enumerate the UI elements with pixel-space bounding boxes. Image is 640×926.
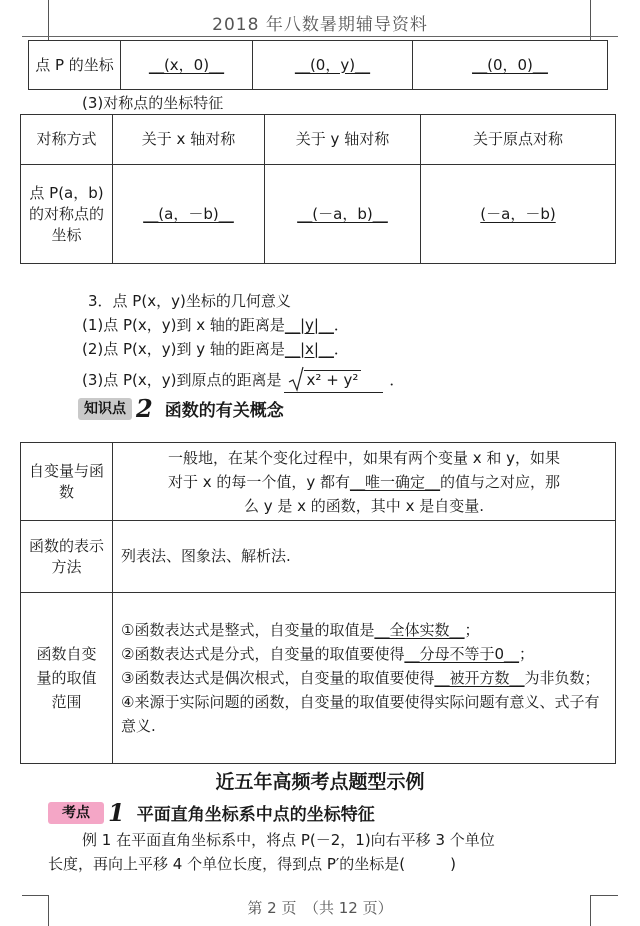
header-divider: [22, 36, 618, 37]
example-line: 长度，再向上平移 4 个单位长度，得到点 P′的坐标是( ): [48, 855, 457, 873]
geometry-item: (1)点 P(x，y)到 x 轴的距离是__|y|__．: [82, 316, 349, 334]
function-concepts-table: [20, 442, 616, 764]
exam-number: 1: [108, 798, 125, 827]
page-header: 2018 年八数暑期辅导资料: [212, 15, 428, 35]
crop-mark: [22, 895, 48, 896]
knowledge-point-heading: [78, 394, 284, 423]
exam-point-heading: [48, 798, 375, 827]
axis-coordinate-table: [28, 40, 608, 90]
representation-cell: 列表法、图象法、解析法.: [113, 521, 616, 593]
geometry-heading: 3．点 P(x，y)坐标的几何意义: [88, 292, 291, 310]
row-label: 函数的表示方法: [21, 521, 113, 593]
header-cell: 关于 x 轴对称: [113, 115, 265, 165]
header-cell: 关于原点对称: [421, 115, 616, 165]
answer-origin: __(0，0)__: [472, 55, 548, 74]
answer-x-axis: __(x，0)__: [148, 55, 225, 74]
header-cell: 关于 y 轴对称: [265, 115, 421, 165]
header-cell: 对称方式: [21, 115, 113, 165]
answer-y-axis: __(0，y)__: [294, 55, 371, 74]
geometry-item: (3)点 P(x，y)到原点的距离是 x² + y² ．: [82, 366, 404, 393]
row-label: 点 P(a，b)的对称点的坐标: [21, 165, 113, 264]
crop-mark: [590, 895, 618, 896]
row-label: 函数自变量的取值范围: [21, 593, 113, 764]
answer-x-symmetry: __(a，－b)__: [143, 204, 234, 223]
domain-cell: ①函数表达式是整式，自变量的取值是__全体实数__； ②函数表达式是分式，自变量的取值要使得__分母不等于0__； ③函数表达式是偶次根式，自变量的取值要使得__被开方数__为非负数； ④来源于实际问题的函数，自变量的取值要使得实际问题有意义、式子有意义.: [113, 593, 616, 764]
row-label: 点 P 的坐标: [29, 41, 121, 90]
knowledge-title: 函数的有关概念: [164, 401, 284, 421]
answer-origin-symmetry: (－a，－b): [480, 204, 556, 223]
row-label: 自变量与函数: [21, 443, 113, 521]
sqrt-answer: x² + y²: [284, 366, 384, 393]
exam-badge: 考点: [48, 802, 104, 824]
page-footer: 第 2 页 （共 12 页）: [247, 899, 393, 917]
section-title: 近五年高频考点题型示例: [215, 771, 425, 793]
symmetry-table: [20, 114, 616, 264]
symmetry-heading: (3)对称点的坐标特征: [82, 94, 224, 112]
sqrt-icon: [288, 366, 304, 392]
knowledge-number: 2: [136, 394, 153, 423]
example-line: 例 1 在平面直角坐标系中，将点 P(－2，1)向右平移 3 个单位: [82, 831, 495, 849]
knowledge-badge: 知识点: [78, 398, 132, 420]
answer-unique: __唯一确定__: [350, 472, 441, 491]
exam-title: 平面直角坐标系中点的坐标特征: [136, 805, 375, 825]
geometry-item: (2)点 P(x，y)到 y 轴的距离是__|x|__．: [82, 340, 349, 358]
answer-y-symmetry: __(－a，b)__: [297, 204, 388, 223]
definition-cell: 一般地，在某个变化过程中，如果有两个变量 x 和 y，如果 对于 x 的每一个值，y 都有__唯一确定__的值与之对应，那 么 y 是 x 的函数，其中 x 是自变量.: [113, 443, 616, 521]
